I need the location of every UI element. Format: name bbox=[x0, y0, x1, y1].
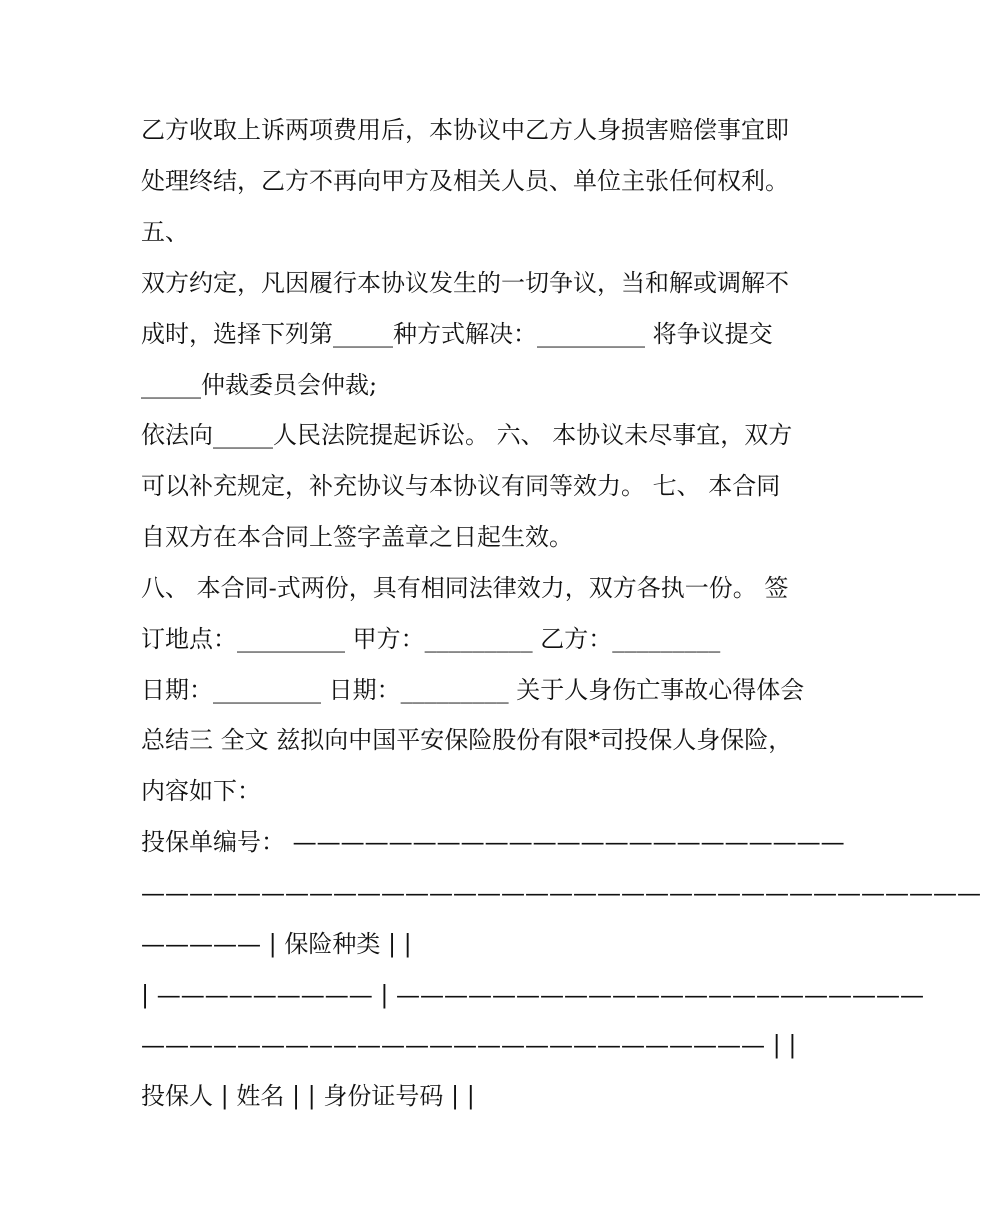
text-line: 订地点：_________ 甲方：_________ 乙方：_________ bbox=[141, 625, 721, 653]
text-line: 投保单编号： ——————————————————————— bbox=[141, 828, 845, 856]
text-line: 日期：_________ 日期：_________ 关于人身伤亡事故心得体会 bbox=[141, 676, 805, 704]
text-line: 内容如下： bbox=[141, 777, 261, 805]
text-line: 自双方在本合同上签字盖章之日起生效。 bbox=[141, 523, 573, 551]
text-line: 依法向_____人民法院提起诉讼。 六、 本协议未尽事宜，双方 bbox=[141, 421, 793, 449]
text-line: 乙方收取上诉两项费用后，本协议中乙方人身损害赔偿事宜即 bbox=[141, 116, 789, 144]
text-line: —————————————————————————— | | bbox=[141, 1031, 797, 1059]
text-line: 处理终结，乙方不再向甲方及相关人员、单位主张任何权利。 bbox=[141, 167, 789, 195]
text-line: | ————————— | —————————————————————— bbox=[141, 981, 925, 1009]
text-line: 五、 bbox=[141, 218, 189, 246]
text-line: 双方约定，凡因履行本协议发生的一切争议，当和解或调解不 bbox=[141, 269, 789, 297]
text-line: ————— | 保险种类 | | bbox=[141, 930, 412, 958]
text-line: 总结三 全文 兹拟向中国平安保险股份有限*司投保人身保险， bbox=[141, 726, 793, 754]
text-line: ——————————————————————————————————— bbox=[141, 879, 981, 907]
text-line: 投保人 | 姓名 | | 身份证号码 | | bbox=[141, 1082, 475, 1110]
text-line: _____仲裁委员会仲裁; bbox=[141, 371, 378, 399]
text-line: 可以补充规定，补充协议与本协议有同等效力。 七、 本合同 bbox=[141, 472, 781, 500]
text-line: 成时，选择下列第_____种方式解决：_________ 将争议提交 bbox=[141, 320, 773, 348]
text-line: 八、 本合同-式两份，具有相同法律效力，双方各执一份。 签 bbox=[141, 574, 789, 602]
